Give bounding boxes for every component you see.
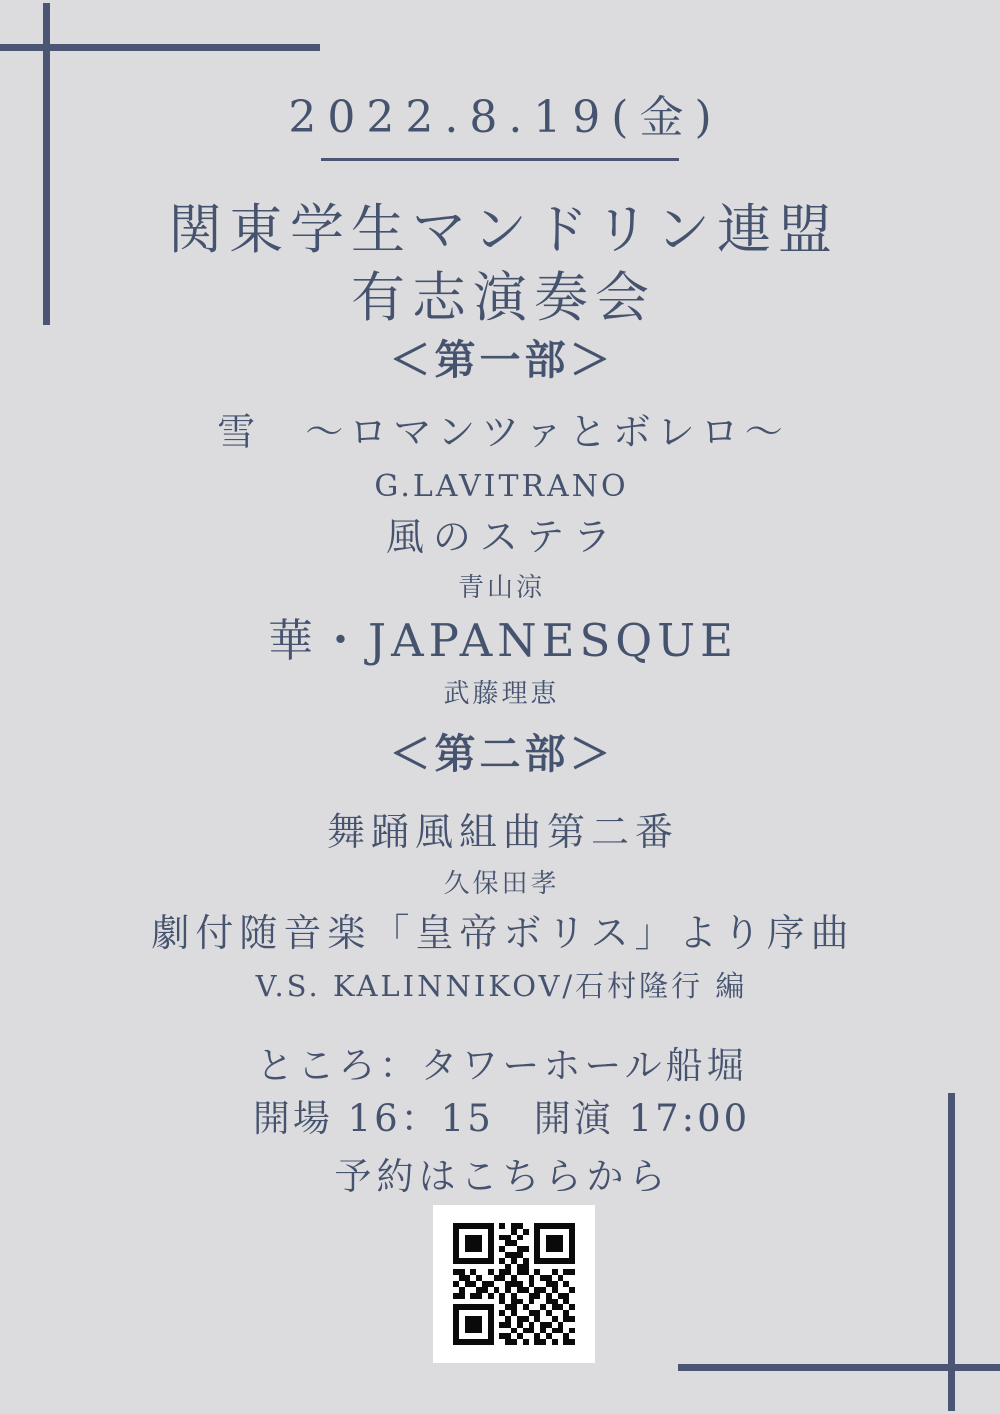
part1-header: ＜第一部＞ <box>389 336 615 384</box>
event-title-line-2: 有志演奏会 <box>351 266 656 329</box>
event-title-line-1: 関東学生マンドリン連盟 <box>168 198 839 261</box>
song-title: 風のステラ <box>385 515 621 559</box>
corner-line-bottom-right-horizontal <box>678 1364 1000 1371</box>
corner-line-top-left-horizontal <box>0 44 320 51</box>
song-title: 劇付随音楽「皇帝ボリス」より序曲 <box>151 911 855 955</box>
time-text: 開場 16：15 開演 17:00 <box>252 1097 751 1140</box>
composer-name: 久保田孝 <box>443 869 560 899</box>
composer-name: G.LAVITRANO <box>374 469 629 504</box>
reservation-qr-code <box>453 1223 575 1345</box>
song-title: 舞踊風組曲第二番 <box>326 810 679 854</box>
composer-name: 青山涼 <box>457 573 545 603</box>
composer-name: V.S. KALINNIKOV/石村隆行 編 <box>255 969 748 1003</box>
reservation-text: 予約はこちらから <box>334 1155 671 1198</box>
qr-code-background <box>433 1205 595 1363</box>
song-title: 雪 〜ロマンツァとボレロ〜 <box>217 410 789 454</box>
song-title: 華・JAPANESQUE <box>268 614 738 667</box>
part2-header: ＜第二部＞ <box>389 730 615 778</box>
composer-name: 武藤理恵 <box>443 679 560 709</box>
date-underline <box>321 158 679 161</box>
event-date: 2022.8.19(金) <box>288 92 723 143</box>
venue-text: ところ：タワーホール船堀 <box>256 1044 748 1087</box>
